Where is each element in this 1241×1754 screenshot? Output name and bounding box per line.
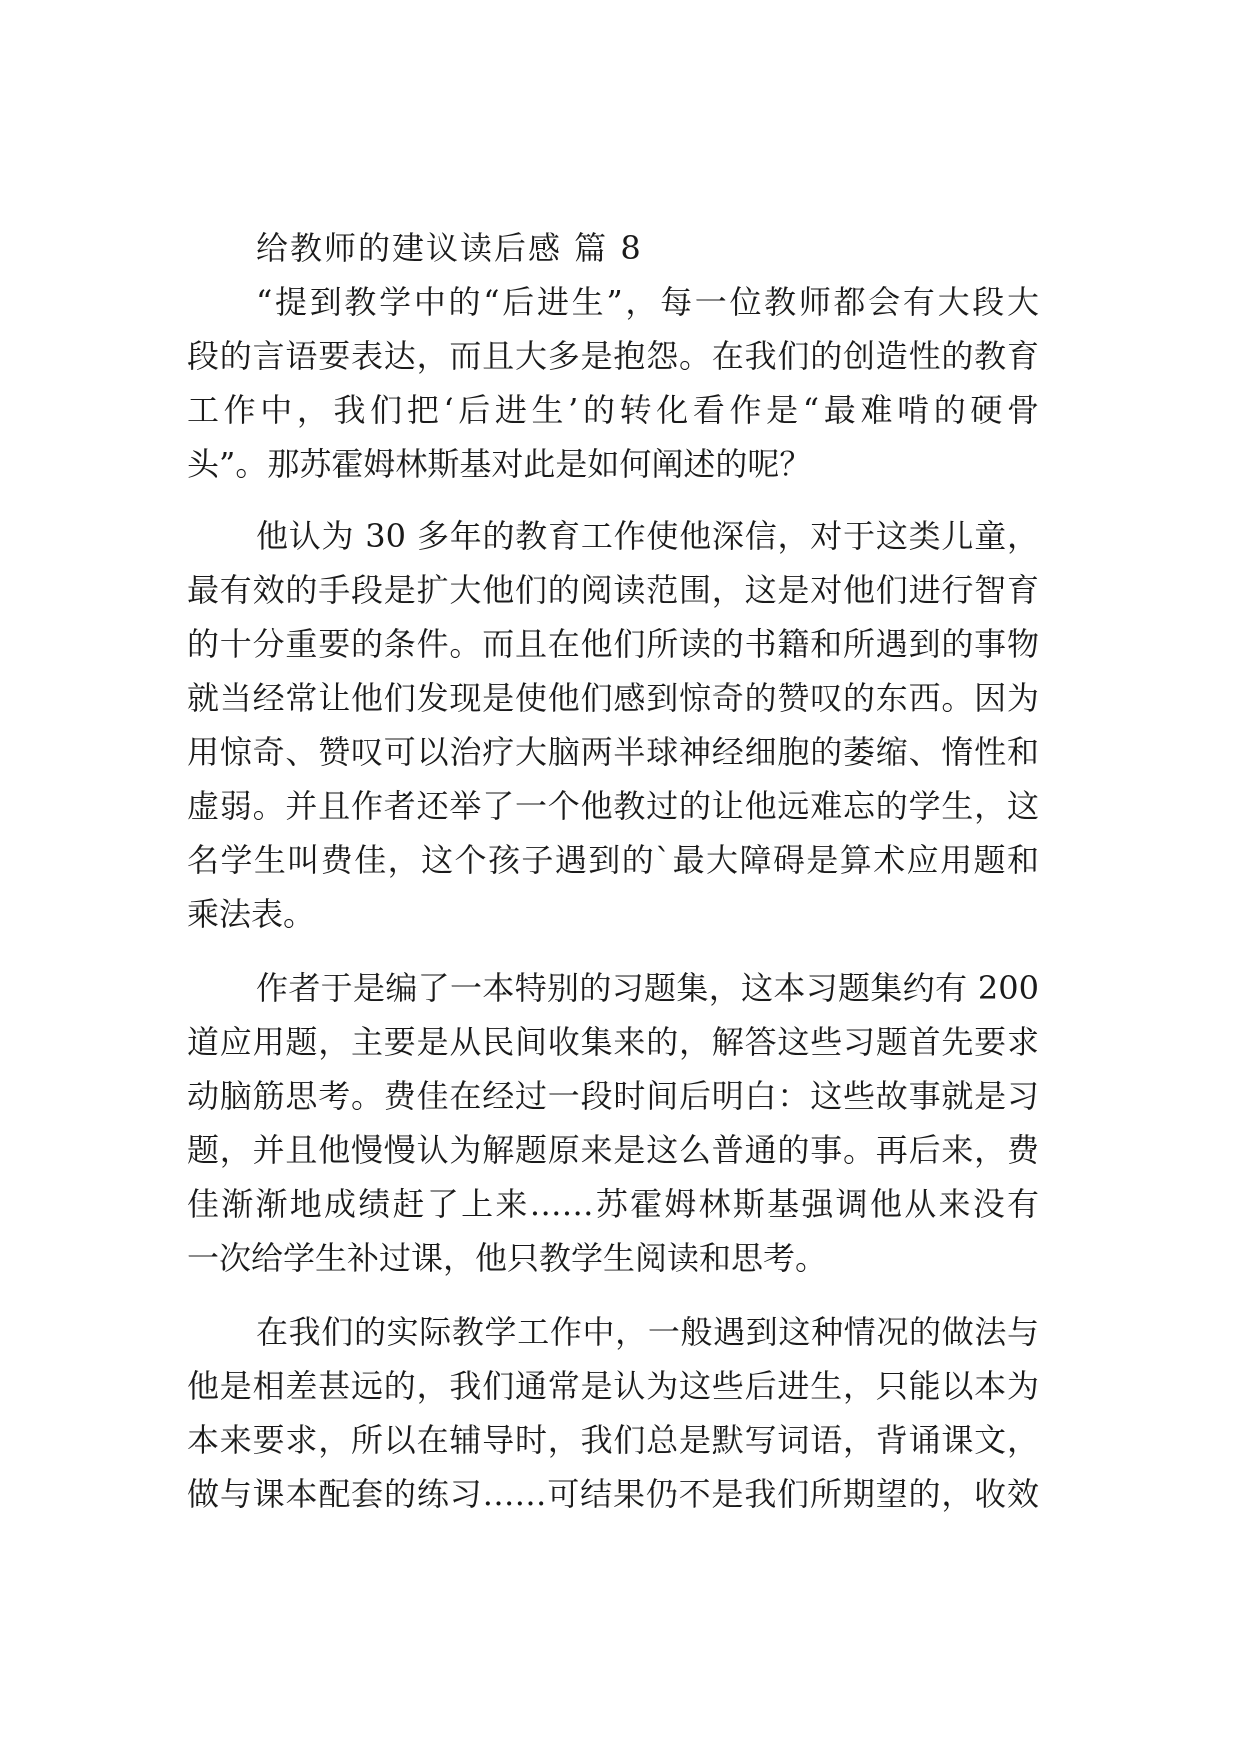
paragraph-2-line-2: 最有效的手段是扩大他们的阅读范围，这是对他们进行智育	[187, 571, 1039, 609]
paragraph-3-line-5: 佳渐渐地成绩赶了上来……苏霍姆林斯基强调他从来没有	[187, 1185, 1039, 1223]
document-title: 给教师的建议读后感 篇 8	[256, 229, 643, 267]
paragraph-3-line-6: 一次给学生补过课，他只教学生阅读和思考。	[187, 1239, 828, 1277]
paragraph-3-line-2: 道应用题，主要是从民间收集来的，解答这些习题首先要求	[187, 1023, 1039, 1061]
paragraph-3-line-1: 作者于是编了一本特别的习题集，这本习题集约有 200	[256, 969, 1039, 1007]
paragraph-4-line-4: 做与课本配套的练习……可结果仍不是我们所期望的，收效	[187, 1475, 1039, 1513]
paragraph-1-line-2: 段的言语要表达，而且大多是抱怨。在我们的创造性的教育	[187, 337, 1039, 375]
paragraph-4-line-3: 本来要求，所以在辅导时，我们总是默写词语，背诵课文，	[187, 1421, 1039, 1459]
paragraph-4-line-1: 在我们的实际教学工作中，一般遇到这种情况的做法与	[256, 1313, 1039, 1351]
paragraph-1-line-3: 工作中，我们把‘后进生’的转化看作是“最难啃的硬骨	[187, 391, 1039, 429]
paragraph-2-line-5: 用惊奇、赞叹可以治疗大脑两半球神经细胞的萎缩、惰性和	[187, 733, 1039, 771]
paragraph-4-line-2: 他是相差甚远的，我们通常是认为这些后进生，只能以本为	[187, 1367, 1039, 1405]
paragraph-2-line-8: 乘法表。	[187, 895, 316, 933]
paragraph-2-line-1: 他认为 30 多年的教育工作使他深信，对于这类儿童，	[256, 517, 1039, 555]
paragraph-3-line-3: 动脑筋思考。费佳在经过一段时间后明白：这些故事就是习	[187, 1077, 1039, 1115]
paragraph-3-line-4: 题，并且他慢慢认为解题原来是这么普通的事。再后来，费	[187, 1131, 1039, 1169]
paragraph-1-line-4: 头”。那苏霍姆林斯基对此是如何阐述的呢？	[187, 445, 812, 483]
paragraph-2-line-7: 名学生叫费佳，这个孩子遇到的`最大障碍是算术应用题和	[187, 841, 1039, 879]
paragraph-2-line-3: 的十分重要的条件。而且在他们所读的书籍和所遇到的事物	[187, 625, 1039, 663]
paragraph-1-line-1: “提到教学中的“后进生”，每一位教师都会有大段大	[256, 283, 1039, 321]
paragraph-2-line-4: 就当经常让他们发现是使他们感到惊奇的赞叹的东西。因为	[187, 679, 1039, 717]
paragraph-2-line-6: 虚弱。并且作者还举了一个他教过的让他远难忘的学生，这	[187, 787, 1039, 825]
